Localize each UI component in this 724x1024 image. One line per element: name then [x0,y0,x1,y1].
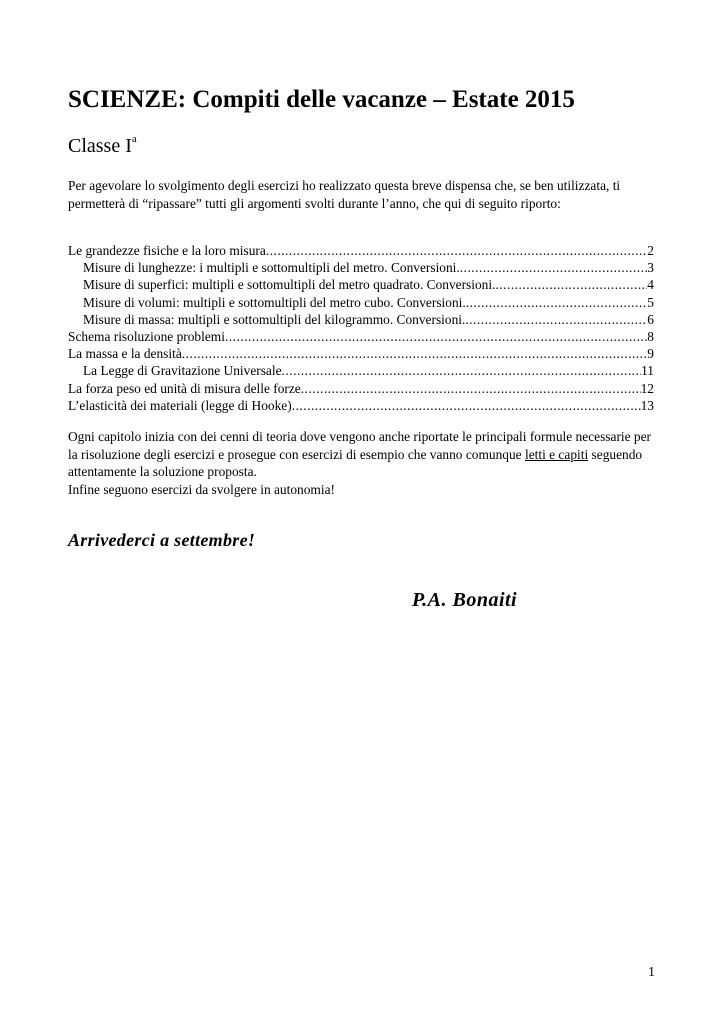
closing-greeting: Arrivederci a settembre! [68,530,256,550]
instructions-text-end: seguendo attentamente la soluzione proposta. [68,446,643,479]
class-heading [68,135,137,158]
toc-entry-page: 3 [647,260,654,276]
page-number: 1 [648,965,655,980]
toc-entry-label: Misure di massa: multipli e sottomultipli del kilogrammo. Conversioni. [83,311,466,327]
toc-entry-forza-peso[interactable] [68,380,654,397]
toc-leader-dots [292,397,641,414]
toc-leader-dots [266,242,648,259]
toc-leader-dots [301,380,641,397]
class-superscript: a [131,133,137,145]
author-signature: P.A. Bonaiti [412,589,518,611]
toc-entry-elasticita[interactable] [68,397,654,414]
toc-leader-dots [182,345,648,362]
toc-entry-label: Misure di lunghezze: i multipli e sottomultipli del metro. Conversioni. [83,260,460,276]
underlined-phrase: letti e capiti [524,446,589,462]
toc-entry-page: 6 [647,311,654,327]
toc-entry-label: Misure di volumi: multipli e sottomultipli del metro cubo. Conversioni. [83,294,466,310]
class-label: Classe I [68,135,132,157]
toc-entry-gravitazione[interactable] [68,362,654,379]
toc-entry-page: 9 [647,346,654,362]
toc-entry-grandezze[interactable] [68,242,654,259]
toc-leader-dots [225,328,647,345]
toc-entry-label: La massa e la densità [68,346,182,362]
toc-entry-page: 13 [640,397,654,413]
toc-entry-volumi[interactable] [68,294,654,311]
intro-paragraph: Per agevolare lo svolgimento degli esercizi ho realizzato questa breve dispensa che, se ben utilizzata, ti permetterà di “ripassare” tutti gli argomenti svolti durante l’anno, che qui di seguito riporto: [68,178,621,211]
toc-leader-dots [466,294,648,311]
toc-leader-dots [465,311,647,328]
toc-entry-page: 4 [647,277,654,293]
toc-entry-label: L’elasticità dei materiali (legge di Hooke) [68,397,292,413]
document-title: SCIENZE: Compiti delle vacanze – Estate 2015 [68,86,575,113]
toc-entry-superfici[interactable] [68,276,654,293]
toc-leader-dots [495,276,647,293]
instructions-text: Ogni capitolo inizia con dei cenni di teoria dove vengono anche riportate le principali formule necessarie per la risoluzione degli esercizi e prosegue con esercizi di esempio che vanno comunque [68,429,652,462]
toc-entry-densita[interactable] [68,345,654,362]
toc-entry-label: La Legge di Gravitazione Universale [83,363,282,379]
toc-leader-dots [460,259,648,276]
toc-entry-label: La forza peso ed unità di misura delle forze [68,380,301,396]
toc-entry-lunghezze[interactable] [68,259,654,276]
toc-leader-dots [282,362,642,379]
toc-entry-label: Misure di superfici: multipli e sottomultipli del metro quadrato. Conversioni. [83,277,496,293]
toc-entry-label: Schema risoluzione problemi [68,328,225,344]
final-instruction: Infine seguono esercizi da svolgere in autonomia! [68,481,335,497]
toc-entry-massa[interactable] [68,311,654,328]
table-of-contents [68,242,654,414]
toc-entry-page: 5 [647,294,654,310]
toc-entry-label: Le grandezze fisiche e la loro misura [68,243,266,258]
toc-entry-page: 8 [647,328,654,344]
instructions-paragraph [68,428,654,498]
toc-entry-page: 11 [641,363,654,379]
toc-entry-schema[interactable] [68,328,654,345]
toc-entry-page: 12 [640,380,654,396]
toc-entry-page: 2 [647,243,654,258]
